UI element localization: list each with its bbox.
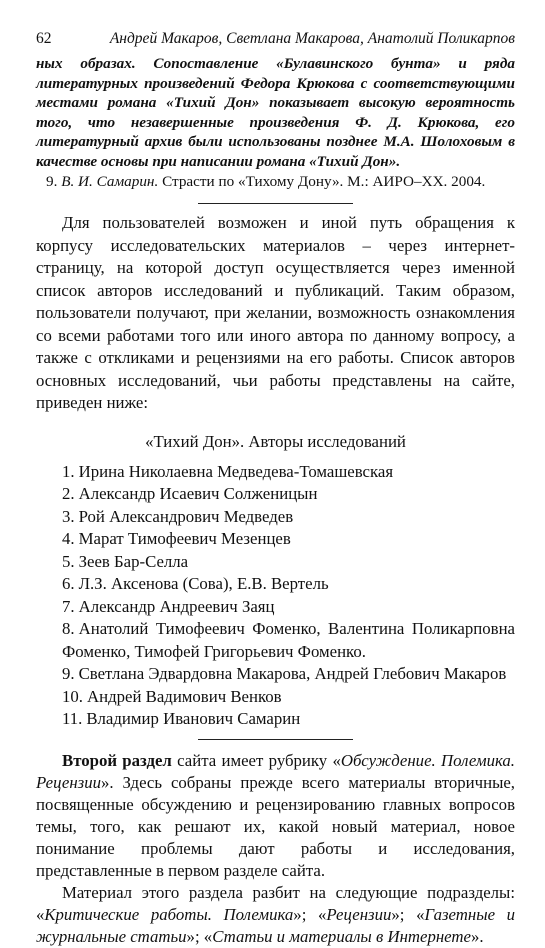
list-item: 7. Александр Андреевич Заяц bbox=[62, 596, 275, 616]
intro-paragraph: Для пользователей возможен и иной путь обращения к корпусу исследовательских материалов – через интернет-страницу, на которой доступ осуществляется через именной список авторов исследований и публикаций. Таким образом, пользователи получают, при желании, возможность ознакомления со всеми работами того или иного автора по данному вопросу, а также с откликами и рецензиями на его работы. Список авторов основных исследований, чьи работы представлены на сайте, приведен ниже: bbox=[36, 213, 515, 413]
running-head-authors: Андрей Макаров, Светлана Макарова, Анатолий Поликарпов bbox=[109, 30, 515, 47]
footnote-note bbox=[36, 172, 515, 192]
footnote-note-author: В. И. Самарин. bbox=[61, 172, 159, 190]
list-item: 5. Зеев Бар-Селла bbox=[62, 551, 189, 571]
list-item: 11. Владимир Иванович Самарин bbox=[62, 709, 301, 729]
list-item: 1. Ирина Николаевна Медведева-Томашевская bbox=[62, 461, 394, 481]
section2-rubric: Обсуждение. Полемика. Рецензии bbox=[36, 750, 516, 792]
list-title: «Тихий Дон». Авторы исследований bbox=[145, 431, 406, 451]
page-header bbox=[36, 30, 515, 48]
authors-list bbox=[36, 461, 515, 731]
list-item: 8. Анатолий Тимофеевич Фоменко, Валентина Поликарповна Фоменко, Тимофей Григорьевич Фоменко. bbox=[62, 619, 515, 661]
list-item: 2. Александр Исаевич Солженицын bbox=[62, 484, 318, 504]
footnote-block bbox=[36, 54, 515, 191]
section2-paragraph: Второй раздел сайта имеет рубрику «Обсуждение. Полемика. Рецензии». Здесь собраны прежде всего материалы вторичные, посвященные обсуждению и рецензированию главных вопросов темы, того, как решают их, какой новый материал, новое понимание проблемы дают работы и исследования, представленные в первом разделе сайта. bbox=[36, 750, 516, 880]
list-item: 9. Светлана Эдвардовна Макарова, Андрей Глебович Макаров bbox=[62, 664, 507, 684]
divider-bottom bbox=[198, 739, 353, 740]
footnote-note-source: Страсти по «Тихому Дону». М.: АИРО–XX. 2004. bbox=[162, 172, 486, 190]
list-item: 10. Андрей Вадимович Венков bbox=[62, 686, 282, 706]
section3-paragraph: Материал этого раздела разбит на следующие подразделы: «Критические работы. Полемика»; «Рецензии»; «Газетные и журнальные статьи»; «Статьи и материалы в Интернете». bbox=[36, 882, 516, 946]
list-item: 4. Марат Тимофеевич Мезенцев bbox=[62, 529, 291, 549]
footnote-note-number: 9. bbox=[46, 172, 58, 190]
footnote-text: ных образах. Сопоставление «Булавинского бунта» и ряда литературных произведений Федора Крюкова с соответствующими местами романа «Тихий Дон» показывает высокую вероятность того, что незавершенные произведения Ф. Д. Крюкова, его литературный архив были использованы позднее М.А. Шолоховым в качестве основы при написании романа «Тихий Дон». bbox=[36, 55, 515, 170]
section2-lead: Второй раздел bbox=[62, 750, 172, 770]
page-number: 62 bbox=[36, 30, 52, 47]
divider-top bbox=[198, 203, 353, 204]
list-item: 3. Рой Александрович Медведев bbox=[62, 506, 294, 526]
list-item: 6. Л.З. Аксенова (Сова), Е.В. Вертель bbox=[62, 574, 329, 594]
